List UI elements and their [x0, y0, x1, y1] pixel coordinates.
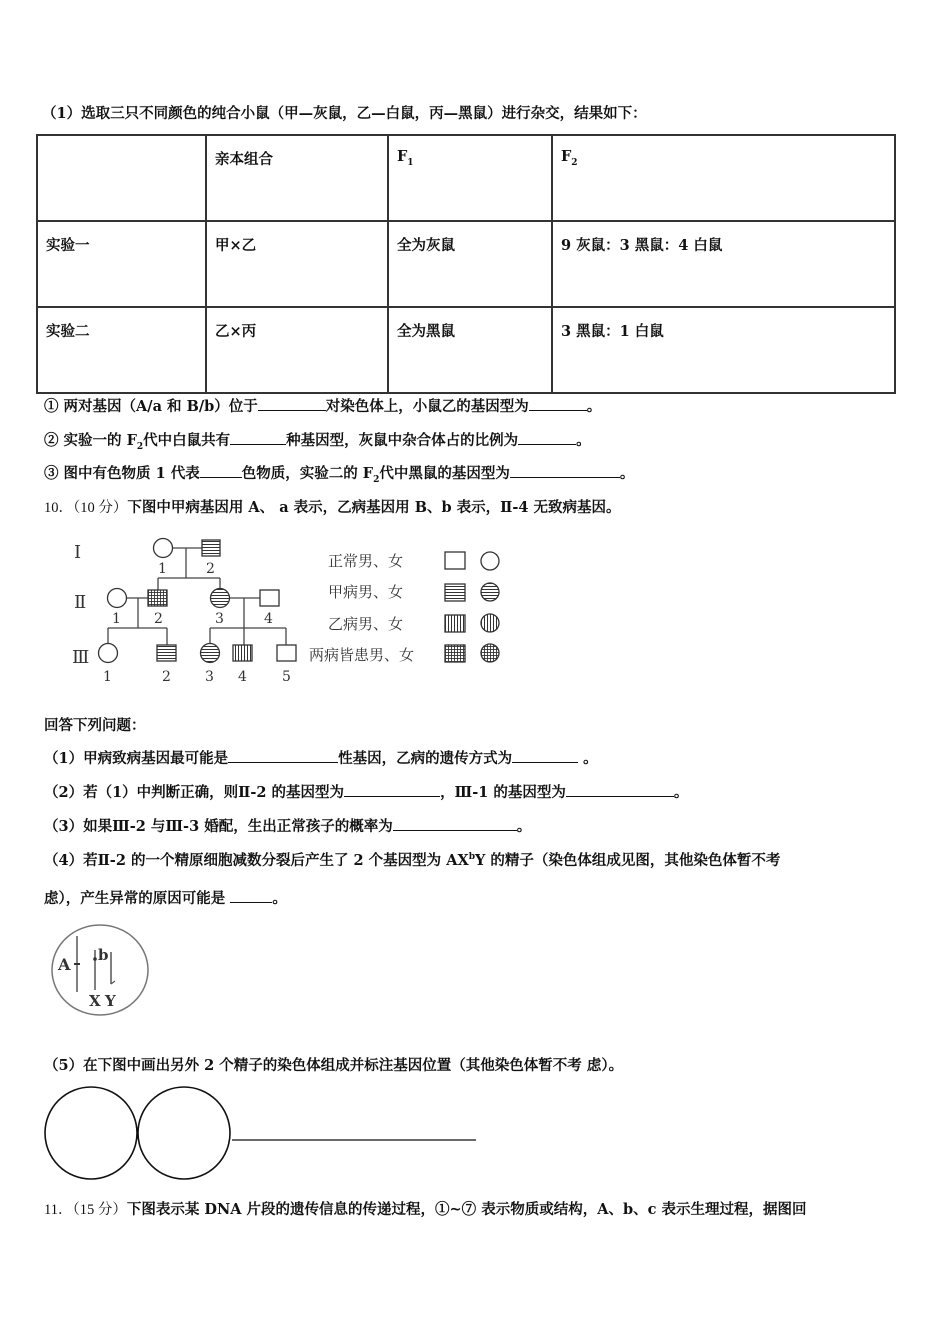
label-III-5: 5 [282, 669, 291, 685]
answer-blank[interactable] [230, 432, 286, 445]
legend-both-male-icon [445, 645, 465, 662]
answer-blank[interactable] [200, 465, 242, 478]
drawing-area[interactable] [44, 1084, 484, 1184]
answer-blank[interactable] [518, 432, 576, 445]
answer-blank[interactable] [258, 398, 326, 411]
q10-q2: （2）若（1）中判断正确，则Ⅱ-2 的基因型为 ，Ⅲ-1 的基因型为 。 [44, 784, 689, 801]
legend-disease-b-male-icon [445, 615, 465, 632]
answer-blank[interactable] [344, 784, 440, 797]
answer-blank[interactable] [529, 398, 587, 411]
individual-II-1 [108, 589, 127, 608]
table-header-f1: $F_1$ [388, 135, 552, 221]
row-label: 实验二 [37, 307, 206, 393]
sperm-cell-diagram [48, 922, 152, 1018]
label-III-3: 3 [205, 669, 214, 685]
legend-both-female-icon [481, 644, 499, 662]
individual-III-2 [157, 645, 176, 661]
individual-III-1 [99, 644, 118, 663]
answer-blank[interactable] [566, 784, 674, 797]
q10-stem: 10．（10 分）下图中甲病基因用 A、 a 表示，乙病基因用 B、b 表示，Ⅱ-4 无致病基因。 [44, 499, 621, 516]
table-header-empty [37, 135, 206, 221]
gene-label-b: b [98, 946, 109, 964]
legend-disease-a-label: 甲病男、女 [328, 583, 404, 601]
row-f1: 全为黑鼠 [388, 307, 552, 393]
q10-prompt: 回答下列问题： [44, 717, 146, 734]
row-f2: 9 灰鼠：3 黑鼠：4 白鼠 [552, 221, 895, 307]
q9-sub3: ③ 图中有色物质 1 代表 色物质，实验二的 $F_2$代中黑鼠的基因型为 。 [44, 465, 635, 485]
answer-blank[interactable] [228, 750, 338, 763]
label-II-3: 3 [215, 611, 224, 627]
q10-q5: （5）在下图中画出另外 2 个精子的染色体组成并标注基因位置（其他染色体暂不考 虑）。 [44, 1057, 624, 1074]
q10-q1: （1）甲病致病基因最可能是 性基因，乙病的遗传方式为 。 [44, 750, 598, 767]
individual-II-4 [260, 590, 279, 606]
table-header-row [37, 135, 895, 221]
answer-blank[interactable] [393, 818, 517, 831]
generation-label-I: Ⅰ [74, 542, 82, 563]
pedigree-legend [309, 552, 414, 664]
pedigree-diagram [60, 530, 510, 690]
q11-stem: 11．（15 分）下图表示某 DNA 片段的遗传信息的传递过程，①~⑦ 表示物质或结构，A、b、c 表示生理过程，据图回 [44, 1201, 807, 1218]
label-I-2: 2 [206, 561, 215, 577]
row-cross: 甲×乙 [206, 221, 388, 307]
table-header-f2: $F_2$ [552, 135, 895, 221]
q9-part1-intro: （1）选取三只不同颜色的纯合小鼠（甲—灰鼠，乙—白鼠，丙—黑鼠）进行杂交，结果如下： [42, 105, 647, 122]
q10-q4-line2: 虑），产生异常的原因可能是 。 [44, 890, 287, 907]
table-row [37, 221, 895, 307]
row-f1: 全为灰鼠 [388, 221, 552, 307]
individual-II-3 [211, 589, 230, 608]
legend-normal-label: 正常男、女 [328, 552, 404, 570]
individual-III-5 [277, 645, 296, 661]
sperm-drawing-circle-1[interactable] [45, 1087, 137, 1179]
chromosome-label-y: Y [105, 992, 116, 1010]
legend-normal-female-icon [481, 552, 499, 570]
individual-III-4 [233, 645, 252, 661]
individual-I-1 [154, 539, 173, 558]
legend-both-label: 两病皆患男、女 [309, 646, 415, 664]
individual-III-3 [201, 644, 220, 663]
individual-II-2 [148, 590, 167, 606]
label-II-4: 4 [264, 611, 273, 627]
gene-label-A: A [58, 955, 71, 974]
individual-I-2 [202, 540, 220, 556]
row-label: 实验一 [37, 221, 206, 307]
answer-blank[interactable] [512, 750, 578, 763]
q10-q4-line1: （4）若Ⅱ-2 的一个精原细胞减数分裂后产生了 2 个基因型为 $AX^bY$ 的精子（染色体组成见图，其他染色体暂不考 [44, 852, 781, 869]
legend-disease-a-female-icon [481, 583, 499, 601]
generation-label-III: Ⅲ [72, 647, 90, 668]
legend-disease-a-male-icon [445, 584, 465, 601]
q9-sub2: ② 实验一的 $F_2$代中白鼠共有 种基因型，灰鼠中杂合体占的比例为 。 [44, 432, 591, 452]
label-III-1: 1 [103, 669, 112, 685]
label-III-2: 2 [162, 669, 171, 685]
answer-blank[interactable] [230, 890, 272, 903]
answer-blank[interactable] [510, 465, 620, 478]
generation-label-II: Ⅱ [74, 592, 87, 613]
row-cross: 乙×丙 [206, 307, 388, 393]
label-II-1: 1 [112, 611, 121, 627]
table-row [37, 307, 895, 393]
legend-normal-male-icon [445, 552, 465, 569]
q9-sub1: ① 两对基因（A/a 和 B/b）位于 对染色体上，小鼠乙的基因型为 。 [44, 398, 602, 415]
legend-disease-b-female-icon [481, 614, 499, 632]
q10-q3: （3）如果Ⅲ-2 与Ⅲ-3 婚配，生出正常孩子的概率为 。 [44, 818, 532, 835]
label-II-2: 2 [154, 611, 163, 627]
legend-disease-b-label: 乙病男、女 [328, 615, 404, 633]
experiment-table [36, 134, 896, 394]
row-f2: 3 黑鼠：1 白鼠 [552, 307, 895, 393]
label-III-4: 4 [238, 669, 247, 685]
sperm-drawing-circle-2[interactable] [138, 1087, 230, 1179]
table-header-parents: 亲本组合 [206, 135, 388, 221]
chromosome-label-x: X [89, 992, 101, 1010]
label-I-1: 1 [158, 561, 167, 577]
